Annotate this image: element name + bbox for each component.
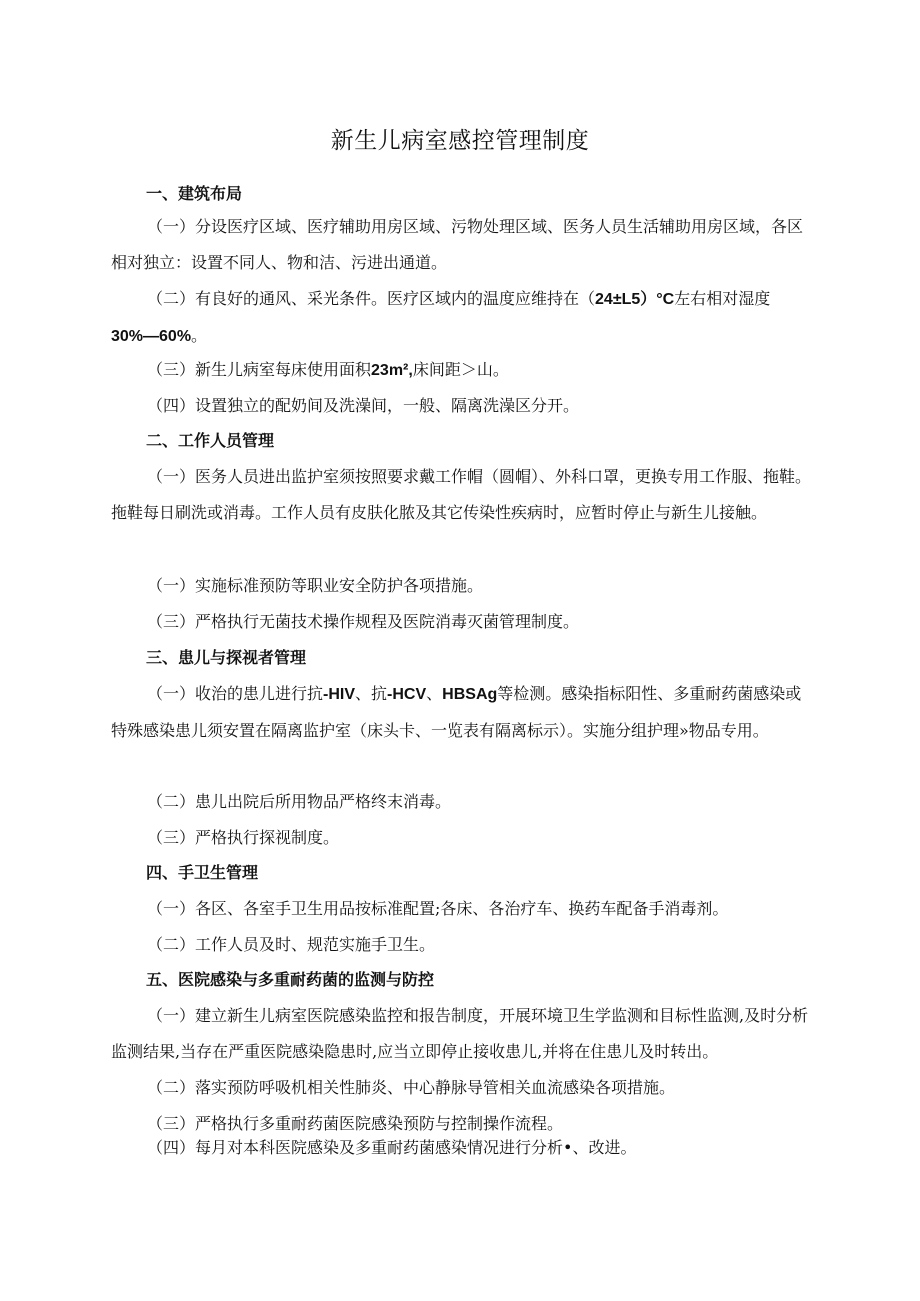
paragraph-text: （二）有良好的通风、采光条件。医疗区域内的温度应维持在（ (147, 289, 596, 308)
area-value: 23m², (371, 362, 413, 379)
paragraph-text: （一）收治的患儿进行抗 (147, 684, 324, 703)
paragraph: （一）分设医疗区域、医疗辅助用房区域、污物处理区域、医务人员生活辅助用房区域，各区相对独立：设置不同人、物和洁、污进出通道。 (111, 217, 804, 272)
paragraph: （三）严格执行探视制度。 (147, 828, 340, 847)
paragraph-text: 、抗 (355, 684, 388, 703)
paragraph-text: （三）新生儿病室每床使用面积 (147, 360, 372, 379)
paragraph: （一）建立新生儿病室医院感染监控和报告制度，开展环境卫生学监测和目标性监测,及时分析监测结果,当存在严重医院感染隐患时,应当立即停止接收患儿,并将在住患儿及时转出。 (111, 1006, 809, 1061)
document-title: 新生儿病室感控管理制度 (330, 128, 590, 154)
paragraph-text: 左右相对湿度 (674, 289, 771, 308)
paragraph: （一）各区、各室手卫生用品按标准配置;各床、各治疗车、换药车配备手消毒剂。 (147, 899, 729, 918)
paragraph (111, 281, 816, 355)
paragraph: （二）落实预防呼吸机相关性肺炎、中心静脉导管相关血流感染各项措施。 (147, 1078, 676, 1097)
section-heading: 五、医院感染与多重耐药菌的监测与防控 (146, 970, 435, 989)
paragraph: （一）医务人员进出监护室须按照要求戴工作帽（圆帽）、外科口罩，更换专用工作服、拖鞋。拖鞋每日刷洗或消毒。工作人员有皮肤化脓及其它传染性疾病时，应暂时停止与新生儿接触。 (111, 467, 812, 522)
section-heading: 二、工作人员管理 (146, 431, 275, 450)
paragraph: （三）严格执行多重耐药菌医院感染预防与控制操作流程。 (147, 1114, 564, 1133)
section-heading: 四、手卫生管理 (146, 863, 259, 882)
paragraph (111, 352, 816, 389)
paragraph: （四）每月对本科医院感染及多重耐药菌感染情况进行分析•、改进。 (147, 1138, 637, 1157)
paragraph-text: 、 (426, 684, 443, 703)
temperature-value: 24±L5）°C (595, 291, 675, 308)
test-name: -HCV (387, 686, 427, 703)
test-name: HBSAg (442, 686, 498, 703)
test-name: -HIV (323, 686, 356, 703)
paragraph-text: 床间距＞山。 (412, 360, 509, 379)
section-heading: 一、建筑布局 (146, 184, 243, 203)
paragraph: （四）设置独立的配奶间及洗澡间，一般、隔离洗澡区分开。 (147, 396, 580, 415)
paragraph: （三）严格执行无菌技术操作规程及医院消毒灭菌管理制度。 (147, 612, 580, 631)
paragraph-text: 。 (191, 326, 208, 345)
paragraph: （二）患儿出院后所用物品严格终末消毒。 (147, 792, 452, 811)
section-heading: 三、患儿与探视者管理 (146, 648, 307, 667)
paragraph: （一）实施标准预防等职业安全防护各项措施。 (147, 576, 484, 595)
paragraph-text: 等检测。感染指标阳性、多重耐药菌感染或特殊感染患儿须安置在隔离监护室（床头卡、一览表有隔离标示）。实施分组护理»物品专用。 (111, 684, 802, 740)
paragraph (111, 676, 816, 749)
humidity-value: 30%—60% (111, 328, 192, 345)
paragraph: （二）工作人员及时、规范实施手卫生。 (147, 935, 436, 954)
